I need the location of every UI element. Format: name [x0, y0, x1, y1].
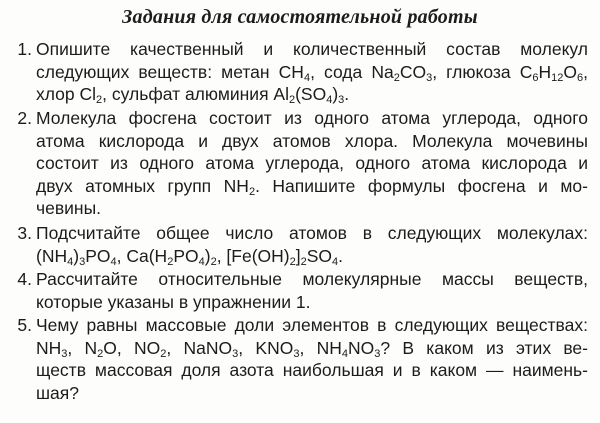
- text-line: Рассчитайте относительные молекулярные массы веществ,: [36, 269, 588, 289]
- text-line: $(NH_4)_3PO_4$, $Ca(H_2PO_4)_2$, $[Fe(OH)_2]_2SO_4$.: [36, 245, 344, 268]
- task-number: 4.: [17, 269, 32, 289]
- chemical-formula: $CH_4$: [278, 61, 311, 84]
- text-line: состоит из одного атома углерода, одного атома кислорода и: [36, 153, 588, 173]
- chemical-formula: $[Fe(OH)_2]_2SO_4$: [226, 245, 339, 268]
- text-line: двух атомных групп $NH_2$. Напишите формулы фосгена и мо-: [36, 175, 588, 198]
- text-line: ществ массовая доля азота наибольшая и в каком — наимень-: [36, 360, 588, 380]
- chemical-formula: $C_6H_{12}O_6$: [519, 61, 584, 84]
- chemical-formula: $NH_3$: [36, 337, 68, 360]
- chemical-formula: $NO_2$: [134, 337, 167, 360]
- text-line: которые указаны в упражнении 1.: [36, 291, 311, 312]
- task-text: [36, 314, 588, 404]
- task-number: 1.: [17, 39, 32, 59]
- task-text: [36, 268, 588, 313]
- chemical-formula: $NH_2$: [223, 175, 256, 198]
- chemical-formula: $Cl_2$: [79, 84, 103, 106]
- chemical-formula: $Al_2(SO_4)_3$: [273, 84, 345, 106]
- task-text: [36, 107, 588, 220]
- task-text: [36, 38, 588, 106]
- text-line: следующих веществ: метан $CH_4$, сода $Na_2CO_3$, глюкоза $C_6H_{12}O_6$,: [36, 61, 588, 84]
- text-line: Чему равны массовые доли элементов в следующих веществах:: [36, 315, 588, 335]
- text-line: $NH_3$, $N_2O$, $NO_2$, NaNO$_3$, $KNO_3$, $NH_4NO_3$? В каком из этих ве-: [36, 337, 588, 360]
- text-line: шая?: [36, 382, 79, 403]
- chemical-formula: NaNO$_3$: [183, 337, 239, 360]
- chemical-formula: $N_2O$: [84, 337, 117, 360]
- text-line: Опишите качественный и количественный состав молекул: [36, 39, 588, 59]
- text-line: хлор $Cl_2$, сульфат алюминия $Al_2(SO_4)_3$.: [36, 84, 350, 106]
- chemical-formula: $Ca(H_2PO_4)_2$: [126, 245, 217, 268]
- chemical-formula: $KNO_3$: [255, 337, 300, 360]
- chemical-formula: $NH_4NO_3$: [316, 337, 381, 360]
- text-line: Подсчитайте общее число атомов в следующих молекулах:: [36, 223, 588, 243]
- text-line: атома кислорода и двух атомов хлора. Молекула мочевины: [36, 130, 588, 151]
- chemical-formula: $Na_2CO_3$: [371, 61, 433, 84]
- chemical-formula: $(NH_4)_3PO_4$: [36, 245, 117, 268]
- text-line: Молекула фосгена состоит из одного атома углерода, одного: [36, 108, 588, 128]
- section-title: Задания для самостоятельной работы: [122, 6, 478, 28]
- text-line: чевины.: [36, 198, 102, 218]
- task-number: 5.: [17, 315, 32, 335]
- task-number: 2.: [17, 108, 32, 128]
- task-text: [36, 222, 588, 267]
- task-number: 3.: [17, 223, 32, 243]
